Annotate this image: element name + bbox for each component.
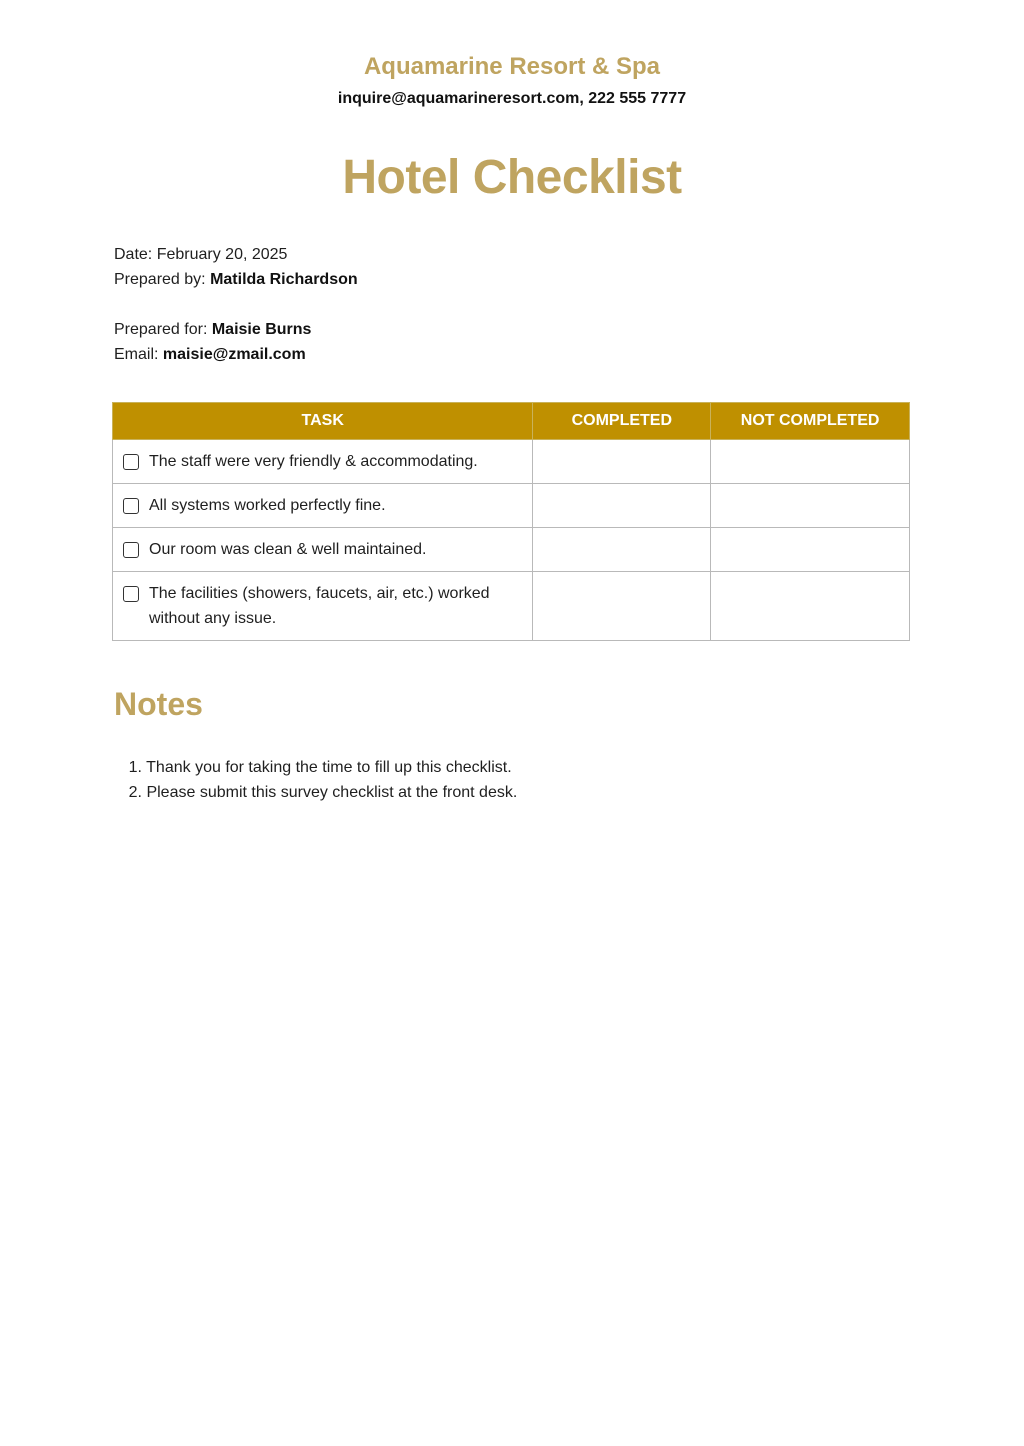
list-item-number: 2. bbox=[128, 784, 142, 801]
task-text: The staff were very friendly & accommodating. bbox=[149, 453, 478, 470]
not-completed-cell[interactable] bbox=[711, 528, 910, 572]
notes-heading: Notes bbox=[114, 686, 203, 722]
not-completed-cell[interactable] bbox=[711, 440, 910, 484]
table-row bbox=[113, 484, 910, 528]
prepared-for-label: Prepared for: bbox=[114, 321, 208, 338]
table-row bbox=[113, 528, 910, 572]
list-item bbox=[114, 755, 517, 780]
list-item bbox=[114, 780, 517, 805]
task-text: All systems worked perfectly fine. bbox=[149, 497, 386, 514]
email-value: maisie@zmail.com bbox=[162, 346, 306, 363]
table-header-row bbox=[113, 403, 910, 440]
task-text: Our room was clean & well maintained. bbox=[149, 541, 427, 558]
column-header-completed: COMPLETED bbox=[533, 403, 711, 440]
task-checkbox[interactable] bbox=[123, 542, 139, 558]
not-completed-cell[interactable] bbox=[711, 572, 910, 641]
table-row bbox=[113, 440, 910, 484]
email-label: Email: bbox=[114, 346, 159, 363]
column-header-not-completed: NOT COMPLETED bbox=[711, 403, 910, 440]
organization-name: Aquamarine Resort & Spa bbox=[363, 53, 661, 80]
date-row bbox=[114, 242, 358, 267]
organization-contact: inquire@aquamarineresort.com, 222 555 7777 bbox=[337, 90, 687, 107]
notes-list bbox=[114, 755, 517, 805]
list-item-number: 1. bbox=[128, 759, 142, 776]
task-cell bbox=[113, 440, 533, 484]
document-meta bbox=[114, 242, 358, 367]
not-completed-cell[interactable] bbox=[711, 484, 910, 528]
checklist-table bbox=[112, 402, 910, 641]
email-row bbox=[114, 342, 358, 367]
task-cell bbox=[113, 484, 533, 528]
task-cell bbox=[113, 572, 533, 641]
prepared-by-row bbox=[114, 267, 358, 292]
prepared-by-label: Prepared by: bbox=[114, 271, 206, 288]
completed-cell[interactable] bbox=[533, 484, 711, 528]
task-checkbox[interactable] bbox=[123, 498, 139, 514]
task-checkbox[interactable] bbox=[123, 454, 139, 470]
prepared-for-row bbox=[114, 317, 358, 342]
meta-spacer bbox=[114, 292, 358, 317]
column-header-task: TASK bbox=[113, 403, 533, 440]
list-item-text: Thank you for taking the time to fill up this checklist. bbox=[146, 759, 512, 776]
completed-cell[interactable] bbox=[533, 572, 711, 641]
task-checkbox[interactable] bbox=[123, 586, 139, 602]
completed-cell[interactable] bbox=[533, 440, 711, 484]
table-row bbox=[113, 572, 910, 641]
page-title: Hotel Checklist bbox=[342, 151, 682, 204]
date-label: Date: bbox=[114, 246, 153, 263]
prepared-for-value: Maisie Burns bbox=[211, 321, 312, 338]
list-item-text: Please submit this survey checklist at the front desk. bbox=[146, 784, 518, 801]
prepared-by-value: Matilda Richardson bbox=[210, 271, 358, 288]
task-text: The facilities (showers, faucets, air, etc.) worked without any issue. bbox=[149, 585, 490, 627]
task-cell bbox=[113, 528, 533, 572]
date-value: February 20, 2025 bbox=[156, 246, 288, 263]
completed-cell[interactable] bbox=[533, 528, 711, 572]
